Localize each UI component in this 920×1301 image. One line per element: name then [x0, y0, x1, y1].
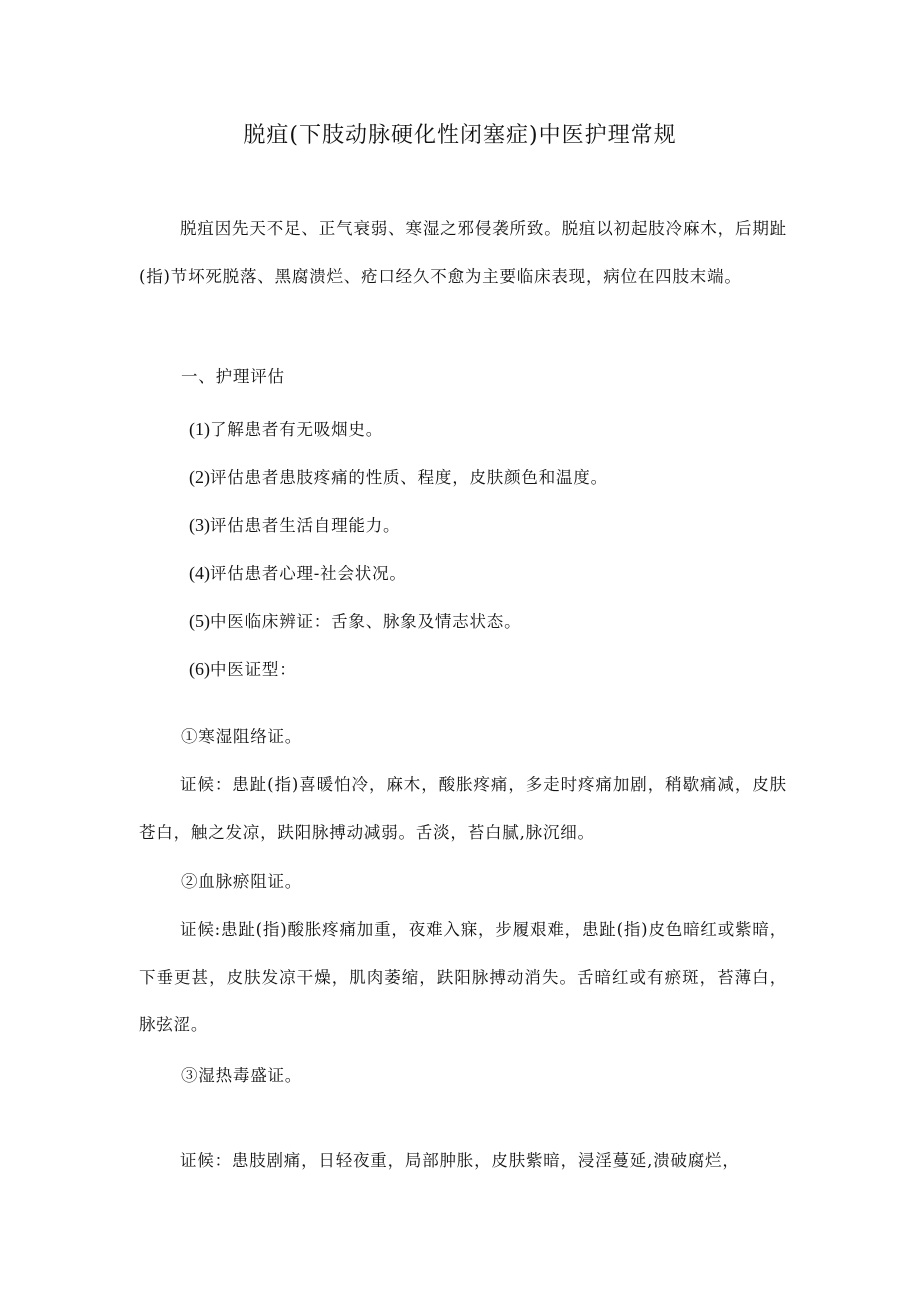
assessment-item — [189, 417, 383, 442]
item-number: (5) — [189, 611, 210, 631]
item-text: 评估患者心理-社会状况。 — [210, 564, 407, 583]
section-heading-assessment: 一、护理评估 — [181, 367, 285, 386]
assessment-item — [189, 657, 297, 682]
item-text: 评估患者生活自理能力。 — [210, 516, 401, 535]
item-number: (3) — [189, 515, 210, 535]
assessment-item — [189, 465, 608, 490]
item-number: (2) — [189, 467, 210, 487]
syndrome-name: ②血脉瘀阻证。 — [181, 872, 303, 891]
syndrome-symptoms: 证候:患趾(指)酸胀疼痛加重，夜难入寐，步履艰难，患趾(指)皮色暗红或紫暗，下垂更甚，皮肤发凉干燥，肌肉萎缩，趺阳脉搏动消失。舌暗红或有瘀斑，苔薄白，脉弦涩。 — [139, 920, 787, 1034]
item-number: (6) — [189, 659, 210, 679]
assessment-item — [189, 513, 400, 538]
syndrome-name: ①寒湿阻络证。 — [181, 727, 303, 746]
item-number: (1) — [189, 419, 210, 439]
item-text: 中医临床辨证：舌象、脉象及情志状态。 — [210, 612, 522, 631]
assessment-item — [189, 561, 407, 586]
intro-paragraph: 脱疽因先天不足、正气衰弱、寒湿之邪侵袭所致。脱疽以初起肢冷麻木，后期趾(指)节坏死脱落、黑腐溃烂、疮口经久不愈为主要临床表现，病位在四肢末端。 — [139, 219, 787, 286]
document-title: 脱疽(下肢动脉硬化性闭塞症)中医护理常规 — [243, 123, 677, 148]
assessment-item — [189, 609, 521, 634]
syndrome-symptoms: 证候：患趾(指)喜暖怕冷，麻木，酸胀疼痛，多走时疼痛加剧，稍歇痛减，皮肤苍白，触之发凉，趺阳脉搏动减弱。舌淡，苔白腻,脉沉细。 — [139, 775, 787, 842]
item-text: 了解患者有无吸烟史。 — [210, 420, 383, 439]
item-text: 评估患者患肢疼痛的性质、程度，皮肤颜色和温度。 — [210, 468, 608, 487]
syndrome-name: ③湿热毒盛证。 — [181, 1066, 303, 1085]
item-text: 中医证型： — [210, 660, 297, 679]
syndrome-symptoms: 证候：患肢剧痛，日轻夜重，局部肿胀，皮肤紫暗，浸淫蔓延,溃破腐烂， — [180, 1151, 740, 1170]
item-number: (4) — [189, 563, 210, 583]
